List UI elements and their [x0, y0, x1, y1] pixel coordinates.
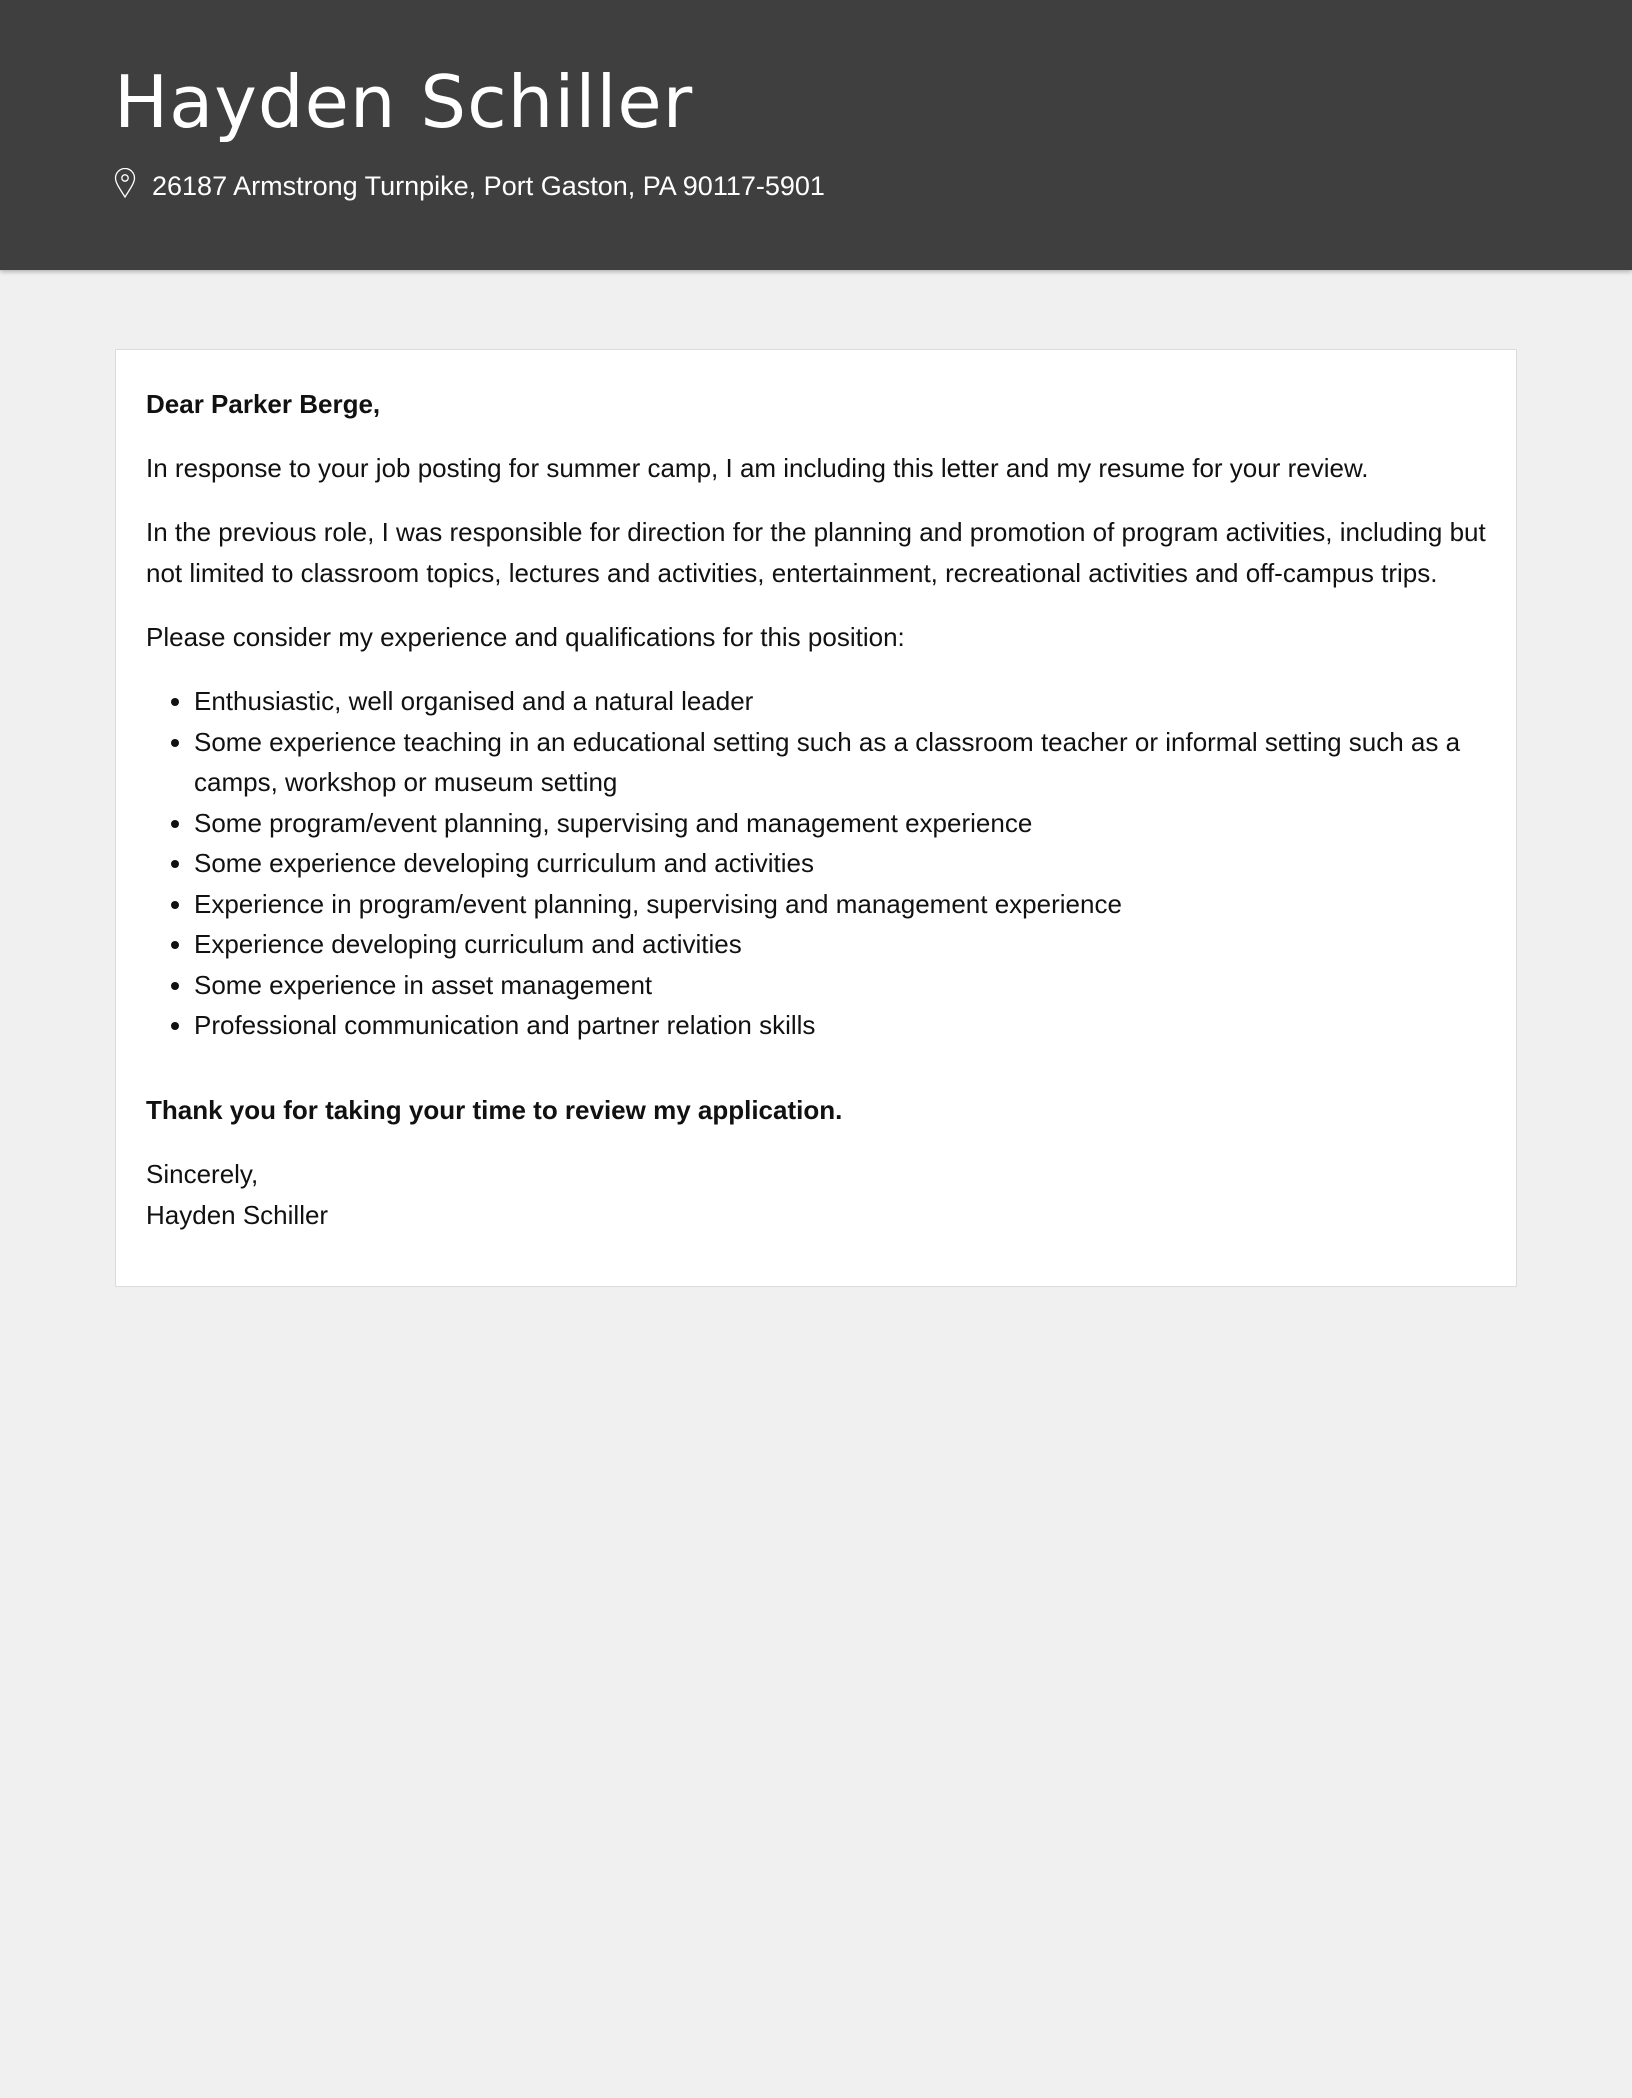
qualification-item: • Some experience developing curriculum and activities	[194, 843, 1486, 884]
page-header	[0, 0, 1632, 270]
map-pin-icon	[114, 168, 152, 205]
applicant-name: Hayden Schiller	[114, 60, 694, 144]
qualification-item: • Some program/event planning, supervising and management experience	[194, 803, 1486, 844]
qualifications-intro: Please consider my experience and qualifications for this position:	[146, 622, 905, 652]
qualification-item: • Experience developing curriculum and activities	[194, 924, 1486, 965]
signature: Hayden Schiller	[146, 1199, 329, 1230]
qualification-item: • Some experience teaching in an educational setting such as a classroom teacher or informal setting such as a camps, workshop or museum setting	[194, 722, 1486, 803]
qualification-item: • Professional communication and partner relation skills	[194, 1005, 1486, 1046]
cover-letter-card	[115, 349, 1517, 1287]
qualification-item: • Some experience in asset management	[194, 965, 1486, 1006]
intro-paragraph: In response to your job posting for summer camp, I am including this letter and my resume for your review.	[146, 453, 1369, 483]
address-text: 26187 Armstrong Turnpike, Port Gaston, PA 90117-5901	[152, 171, 825, 201]
qualifications-list	[146, 681, 1486, 1046]
experience-paragraph: In the previous role, I was responsible for direction for the planning and promotion of program activities, including but not limited to classroom topics, lectures and activities, entertainment, recreational activities and off-campus trips.	[146, 517, 1486, 588]
qualification-item: • Enthusiastic, well organised and a natural leader	[194, 681, 1486, 722]
signoff: Sincerely,	[146, 1158, 259, 1189]
qualification-item: • Experience in program/event planning, supervising and management experience	[194, 884, 1486, 925]
closing-line: Thank you for taking your time to review my application.	[146, 1094, 843, 1125]
address-row	[114, 168, 825, 205]
salutation: Dear Parker Berge,	[146, 389, 381, 419]
